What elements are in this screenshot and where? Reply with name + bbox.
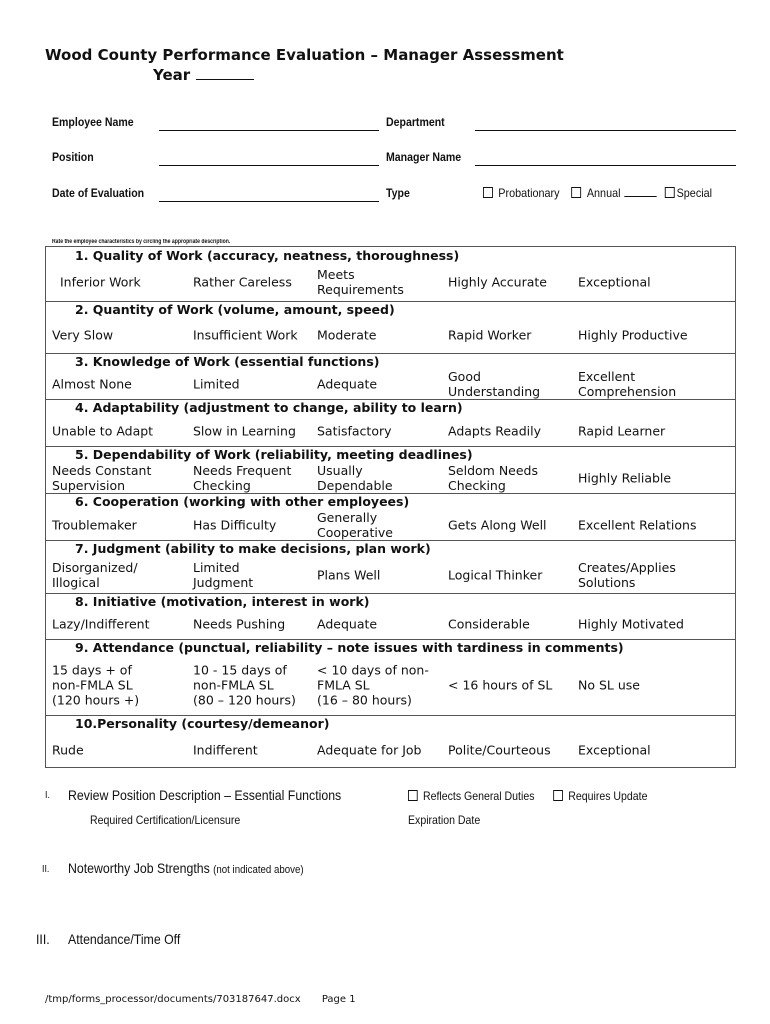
section-1-numeral: I. (45, 790, 50, 801)
rating-option[interactable]: Seldom Needs Checking (448, 462, 539, 493)
requires-update-label: Requires Update (568, 789, 648, 803)
annual-checkbox[interactable] (572, 187, 582, 198)
rating-option[interactable]: < 10 days of non- FMLA SL (16 – 80 hours) (317, 662, 429, 708)
rating-option[interactable]: Unable to Adapt (52, 423, 154, 438)
reflects-general-duties-checkbox[interactable] (408, 790, 418, 801)
rating-option[interactable]: Troublemaker (52, 517, 137, 532)
ratings-table (45, 246, 736, 768)
year-input[interactable] (196, 65, 254, 80)
department-field[interactable] (475, 130, 736, 131)
date-of-evaluation-field[interactable] (159, 201, 379, 202)
rating-option[interactable]: Lazy/Indifferent (52, 616, 150, 632)
rating-instruction: Rate the employee characteristics by circling the appropriate description. (52, 239, 231, 245)
position-label: Position (52, 150, 94, 164)
section-2-numeral: II. (42, 864, 50, 875)
rating-option[interactable]: Logical Thinker (448, 567, 543, 582)
requires-update-checkbox[interactable] (553, 790, 563, 801)
section-3-numeral: III. (36, 931, 50, 947)
rating-option[interactable]: Plans Well (317, 567, 381, 582)
criterion-title: 5. Dependability of Work (reliability, meeting deadlines) (75, 447, 473, 462)
date-of-evaluation-label: Date of Evaluation (52, 186, 145, 200)
rating-option[interactable]: No SL use (578, 677, 640, 693)
rating-option[interactable]: Needs Constant Supervision (52, 462, 152, 493)
section-2-label: Noteworthy Job Strengths (68, 860, 210, 876)
criterion-title: 8. Initiative (motivation, interest in work) (75, 594, 370, 609)
expiration-date-label: Expiration Date (408, 813, 481, 827)
probationary-label: Probationary (498, 186, 560, 200)
rating-option[interactable]: 15 days + of non-FMLA SL (120 hours +) (52, 662, 140, 708)
page-footer (45, 994, 356, 1005)
section-1-options (408, 789, 647, 803)
rating-option[interactable]: Limited Judgment (193, 559, 254, 590)
rating-option[interactable]: Meets Requirements (317, 267, 404, 297)
criterion-title: 1. Quality of Work (accuracy, neatness, thoroughness) (75, 248, 460, 263)
criterion-title: 4. Adaptability (adjustment to change, ability to learn) (75, 400, 463, 415)
rating-option[interactable]: Adequate for Job (317, 742, 422, 757)
rating-option[interactable]: Needs Pushing (193, 616, 286, 632)
rating-option[interactable]: Inferior Work (60, 274, 141, 290)
rating-option[interactable]: Almost None (52, 376, 132, 392)
position-field[interactable] (159, 165, 379, 166)
rating-option[interactable]: Has Difficulty (193, 517, 277, 532)
form-title-text: Wood County Performance Evaluation – Manager Assessment (45, 46, 564, 64)
rating-option[interactable]: Considerable (448, 616, 530, 632)
rating-option[interactable]: Excellent Comprehension (578, 369, 677, 399)
criterion-title: 3. Knowledge of Work (essential functions) (75, 354, 380, 369)
type-options (483, 186, 712, 200)
rating-option[interactable]: Very Slow (52, 327, 114, 343)
rating-option[interactable]: Highly Reliable (578, 470, 672, 485)
rating-option[interactable]: Gets Along Well (448, 517, 547, 532)
criterion-title: 7. Judgment (ability to make decisions, plan work) (75, 541, 431, 556)
criterion-title: 9. Attendance (punctual, reliability – note issues with tardiness in comments) (75, 640, 624, 655)
rating-option[interactable]: Exceptional (578, 274, 651, 290)
criterion-title: 6. Cooperation (working with other employees) (75, 494, 410, 509)
rating-option[interactable]: Rather Careless (193, 274, 292, 290)
rating-option[interactable]: Disorganized/ Illogical (52, 559, 138, 590)
employee-name-field[interactable] (159, 130, 379, 131)
rating-option[interactable]: Adequate (317, 376, 378, 392)
document-path: /tmp/forms_processor/documents/703187647.docx (45, 994, 301, 1005)
rating-option[interactable]: Excellent Relations (578, 517, 697, 532)
rating-option[interactable]: Slow in Learning (193, 423, 296, 438)
rating-option[interactable]: Insufficient Work (193, 327, 298, 343)
section-2-note: (not indicated above) (213, 864, 304, 876)
rating-option[interactable]: Creates/Applies Solutions (578, 559, 676, 590)
rating-option[interactable]: Good Understanding (448, 369, 541, 399)
rating-option[interactable]: Satisfactory (317, 423, 392, 438)
special-label: Special (676, 186, 713, 200)
rating-option[interactable]: Highly Accurate (448, 274, 547, 290)
rating-option[interactable]: Rapid Worker (448, 327, 532, 343)
rating-option[interactable]: Rapid Learner (578, 423, 666, 438)
criterion-title: 10.Personality (courtesy/demeanor) (75, 716, 330, 731)
annual-blank[interactable] (624, 186, 656, 197)
rating-option[interactable]: Limited (193, 376, 240, 392)
manager-name-field[interactable] (475, 165, 736, 166)
employee-name-label: Employee Name (52, 115, 134, 129)
section-1-label: Review Position Description – Essential Functions (68, 787, 342, 803)
form-title (45, 46, 564, 85)
page-number: Page 1 (321, 994, 356, 1005)
year-line (45, 65, 564, 85)
rating-option[interactable]: Adapts Readily (448, 423, 541, 438)
rating-option[interactable]: Exceptional (578, 742, 651, 757)
rating-option[interactable]: Moderate (317, 327, 377, 343)
rating-option[interactable]: Generally Cooperative (317, 509, 393, 540)
probationary-checkbox[interactable] (483, 187, 493, 198)
type-label: Type (386, 186, 410, 200)
manager-name-label: Manager Name (386, 150, 462, 164)
rating-option[interactable]: Usually Dependable (317, 462, 393, 493)
rating-option[interactable]: Adequate (317, 616, 378, 632)
section-3-label: Attendance/Time Off (68, 931, 181, 947)
rating-option[interactable]: 10 - 15 days of non-FMLA SL (80 – 120 hours) (193, 662, 296, 708)
rating-option[interactable]: Highly Productive (578, 327, 688, 343)
criterion-title: 2. Quantity of Work (volume, amount, speed) (75, 302, 395, 317)
annual-label: Annual (586, 186, 621, 200)
rating-option[interactable]: Indifferent (193, 742, 258, 757)
rating-option[interactable]: Rude (52, 742, 84, 757)
year-label: Year (153, 66, 191, 84)
rating-option[interactable]: Polite/Courteous (448, 742, 551, 757)
reflects-general-duties-label: Reflects General Duties (422, 789, 535, 803)
section-2-heading (68, 860, 304, 876)
rating-option[interactable]: < 16 hours of SL (448, 677, 553, 693)
department-label: Department (386, 115, 445, 129)
special-checkbox[interactable] (665, 187, 675, 198)
rating-option[interactable]: Needs Frequent Checking (193, 462, 292, 493)
certification-label: Required Certification/Licensure (90, 813, 241, 827)
rating-option[interactable]: Highly Motivated (578, 616, 684, 632)
